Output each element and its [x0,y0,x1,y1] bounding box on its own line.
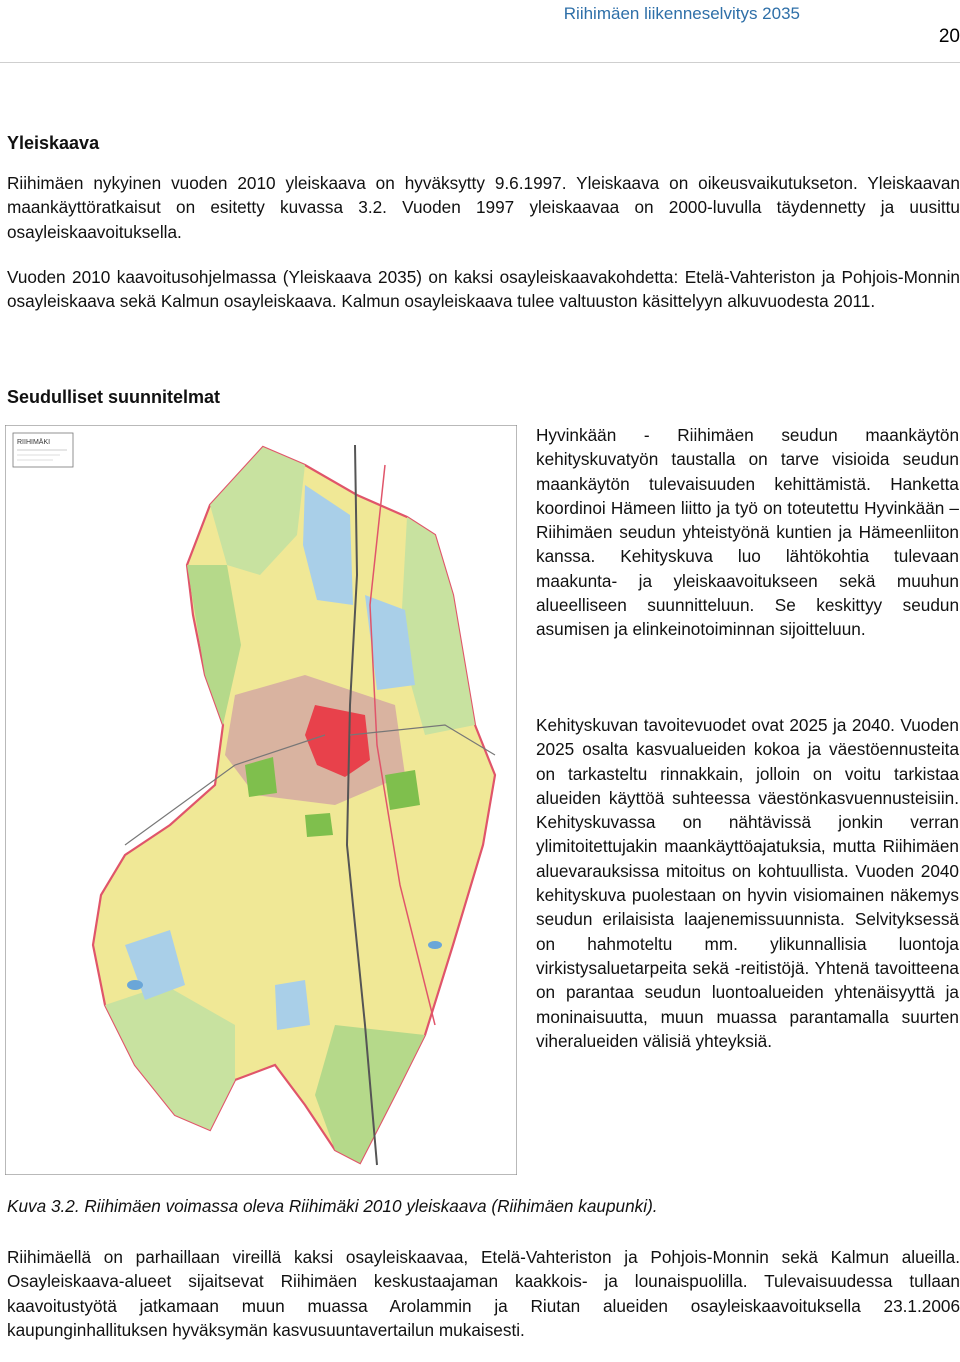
map-image [5,425,517,1175]
section-heading-yleiskaava: Yleiskaava [7,133,100,153]
paragraph-osayleiskaavat: Riihimäellä on parhaillaan vireillä kaksi osayleiskaavaa, Etelä-Vahteriston ja Pohjois-Monnin sekä Kalmun alueilla. Osayleiskaava-alueet sijaitsevat Riihimäen keskustaajaman kaakkois- ja lounaispuolilla. Tulevaisuudessa tullaan kaavoitustyötä jatkamaan muun muassa Arolammin ja Riutan alueiden osayleiskaavoituksella 23.1.2006 kaupunginhallituksen hyväksymän kasvusuuntavertailun mukaisesti. [7,1247,960,1340]
paragraph-yleiskaava-2: Vuoden 2010 kaavoitusohjelmassa (Yleiskaava 2035) on kaksi osayleiskaavakohdetta: Etelä-Vahteriston ja Pohjois-Monnin osayleiskaava sekä Kalmun osayleiskaava. Kalmun osayleiskaava tulee valtuuston käsittelyyn alkuvuodesta 2011. [7,267,960,312]
header-title: Riihimäen liikenneselvitys 2035 [563,4,800,23]
map-title-label: RIIHIMÄKI [17,439,51,446]
lake-2 [428,941,442,949]
figure-caption: Kuva 3.2. Riihimäen voimassa oleva Riihimäki 2010 yleiskaava (Riihimäen kaupunki). [7,1196,658,1216]
section-heading-seudulliset: Seudulliset suunnitelmat [7,387,221,407]
paragraph-yleiskaava-1: Riihimäen nykyinen vuoden 2010 yleiskaava on hyväksytty 9.6.1997. Yleiskaava on oikeusvaikutukseton. Yleiskaavan maankäyttöratkaisut on esitetty kuvassa 3.2. Vuoden 1997 yleiskaavaa on 2000-luvulla täydennetty ja uusittu osayleiskaavoituksella. [7,173,960,242]
page-number: 20 [938,26,960,47]
paragraph-kehityskuva-1: Hyvinkään - Riihimäen seudun maankäytön kehityskuvatyön taustalla on tarve visioida seudun maankäytön tulevaisuuden kehittämistä. Hanketta koordinoi Hämeen liitto ja työ on toteutettu Hyvinkään – Riihimäen seudun yhteistyönä kuntien ja Hämeenliiton kanssa. Kehityskuva luo lähtökohtia tulevaan maakunta- ja yleiskaavoitukseen sekä muuhun alueelliseen suunnitteluun. Se keskittyy seudun asumisen ja elinkeinotoiminnan sijoitteluun. [536,425,959,640]
forest-patch-3 [305,813,333,837]
forest-patch-2 [385,770,420,810]
general-plan-map [5,425,517,1175]
lake-1 [127,980,143,990]
blue-zone-south [275,980,310,1030]
header-divider [0,62,960,63]
paragraph-kehityskuva-2: Kehityskuvan tavoitevuodet ovat 2025 ja 2040. Vuoden 2025 osalta kasvualueiden kokoa ja väestöennusteita on tarkasteltu rinnakkain, jolloin on voitu tarkistaa alueiden käyttöä suhteessa väestönkasvuennusteisiin. Kehityskuvassa on nähtävissä jonkin verran ylimitoitettujakin maankäyttöajatuksia, mutta Riihimäen aluevarauksissa mitoitus on kohtuullista. Vuoden 2040 kehityskuva puolestaan on hyvin visiomainen näkemys seudun erilaisista laajenemissuunnista. Selvityksessä on hahmoteltu mm. ylikunnallisia luontoja virkistysaluetarpeita sekä -reitistöjä. Yhtenä tavoitteena on parantaa seudun luontoalueiden yhtenäisyyttä ja moninaisuutta, muun muassa parantamalla suurten viheralueiden välisiä yhteyksiä. [536,715,959,1051]
